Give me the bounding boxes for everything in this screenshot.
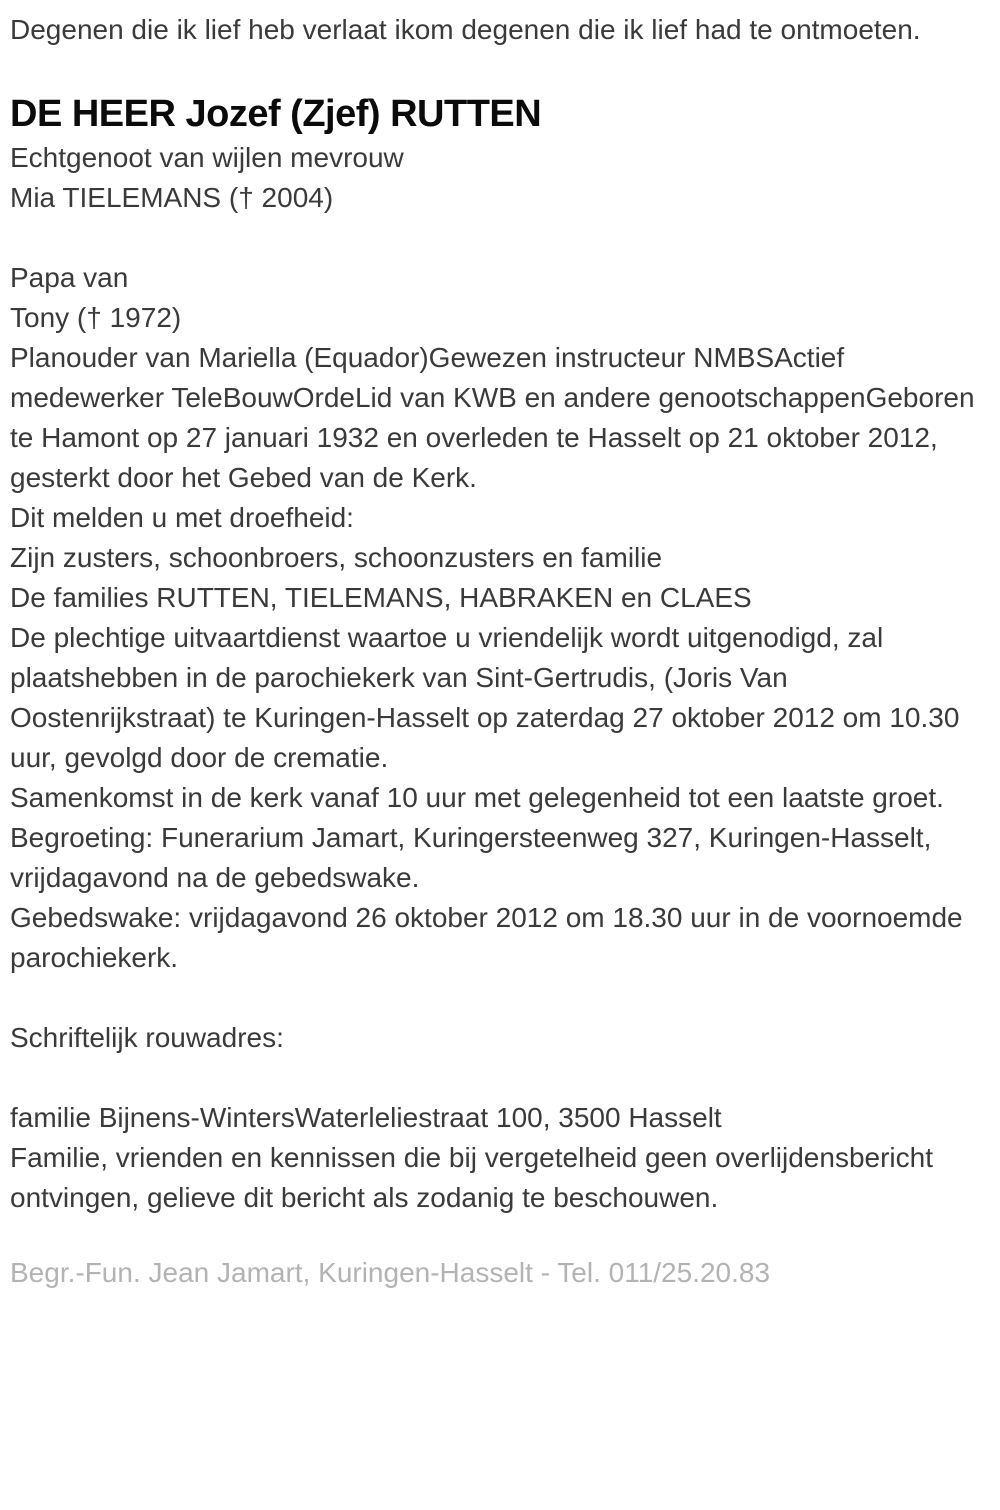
page-title: DE HEER Jozef (Zjef) RUTTEN [10, 93, 542, 135]
wake-paragraph: Gebedswake: vrijdagavond 26 oktober 2012 om 18.30 uur in de voornoemde parochiekerk. [10, 902, 963, 973]
greeting-paragraph: Begroeting: Funerarium Jamart, Kuringersteenweg 327, Kuringen-Hasselt, vrijdagavond na de gebedswake. [10, 822, 932, 893]
mourners-line-2: De families RUTTEN, TIELEMANS, HABRAKEN en CLAES [10, 582, 752, 613]
son-name-line: Tony († 1972) [10, 302, 182, 333]
spouse-intro-line: Echtgenoot van wijlen mevrouw [10, 142, 404, 173]
gathering-paragraph: Samenkomst in de kerk vanaf 10 uur met gelegenheid tot een laatste groet. [10, 782, 944, 813]
mourners-line-1: Zijn zusters, schoonbroers, schoonzusters en familie [10, 542, 663, 573]
funeral-service-paragraph: De plechtige uitvaartdienst waartoe u vriendelijk wordt uitgenodigd, zal plaatshebben in de parochiekerk van Sint-Gertrudis, (Joris Van Oostenrijkstraat) te Kuringen-Hasselt op zaterdag 27 oktober 2012 om 10.30 uur, gevolgd door de crematie. [10, 622, 960, 773]
spouse-name-line: Mia TIELEMANS († 2004) [10, 182, 334, 213]
epigraph: Degenen die ik lief heb verlaat ikom degenen die ik lief had te ontmoeten. [10, 14, 921, 45]
condolence-address: familie Bijnens-WintersWaterleliestraat 100, 3500 Hasselt [10, 1102, 722, 1133]
papa-label-line: Papa van [10, 262, 129, 293]
condolence-address-label: Schriftelijk rouwadres: [10, 1022, 284, 1053]
funeral-home-footer: Begr.-Fun. Jean Jamart, Kuringen-Hasselt - Tel. 011/25.20.83 [10, 1257, 771, 1288]
announcement-intro-line: Dit melden u met droefheid: [10, 502, 354, 533]
oversight-notice-paragraph: Familie, vrienden en kennissen die bij vergetelheid geen overlijdensbericht ontvingen, gelieve dit bericht als zodanig te beschouwen. [10, 1142, 933, 1213]
life-summary-paragraph: Planouder van Mariella (Equador)Gewezen instructeur NMBSActief medewerker TeleBouwOrdeLid van KWB en andere genootschappenGeboren te Hamont op 27 januari 1932 en overleden te Hasselt op 21 oktober 2012, gesterkt door het Gebed van de Kerk. [10, 342, 975, 493]
